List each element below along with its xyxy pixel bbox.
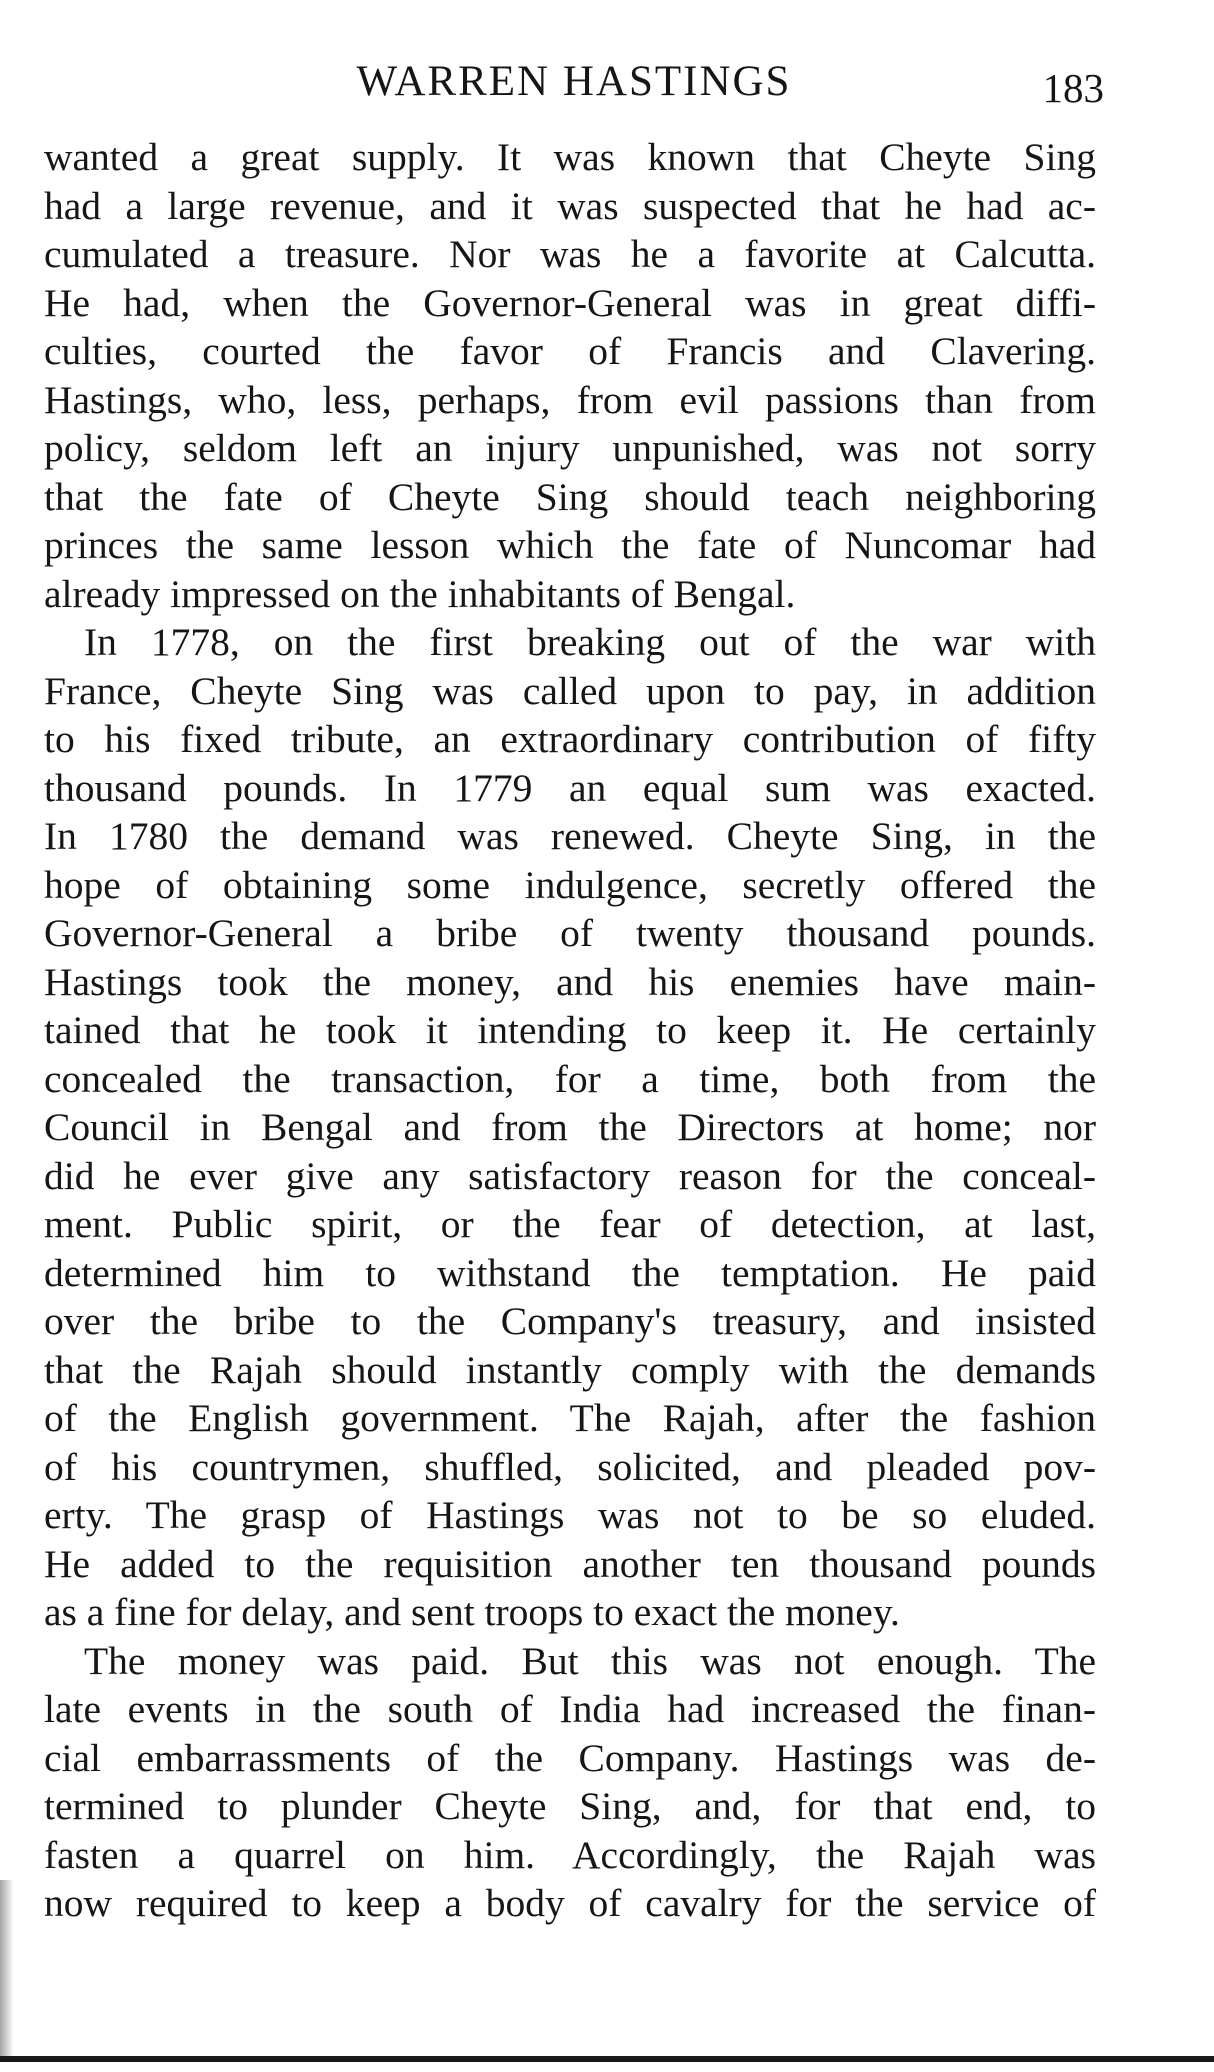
text-line: over the bribe to the Company's treasury, and insisted: [44, 1299, 1096, 1343]
text-line: erty. The grasp of Hastings was not to be so eluded.: [44, 1493, 1096, 1537]
text-line: late events in the south of India had increased the finan-: [44, 1687, 1096, 1731]
text-line: of the English government. The Rajah, after the fashion: [44, 1396, 1096, 1440]
text-line: to his fixed tribute, an extraordinary contribution of fifty: [44, 717, 1096, 761]
text-line: thousand pounds. In 1779 an equal sum was exacted.: [44, 765, 1096, 810]
text-line: wanted a great supply. It was known that Cheyte Sing: [44, 135, 1096, 179]
text-line: Hastings, who, less, perhaps, from evil passions than from: [44, 377, 1096, 422]
text-line: that the fate of Cheyte Sing should teach neighboring: [44, 474, 1096, 519]
running-head: [44, 52, 1104, 112]
text-line: ment. Public spirit, or the fear of detection, at last,: [44, 1202, 1096, 1246]
text-line: cumulated a treasure. Nor was he a favorite at Calcutta.: [44, 232, 1096, 276]
text-line: already impressed on the inhabitants of Bengal.: [44, 571, 796, 616]
text-line: In 1780 the demand was renewed. Cheyte Sing, in the: [44, 814, 1096, 858]
text-line: hope of obtaining some indulgence, secretly offered the: [44, 862, 1096, 907]
page-edge-shadow: [0, 1880, 14, 2056]
running-title: WARREN HASTINGS: [356, 58, 792, 105]
text-line: that the Rajah should instantly comply with the demands: [44, 1347, 1096, 1392]
text-line: cial embarrassments of the Company. Hastings was de-: [44, 1735, 1096, 1780]
text-line: Council in Bengal and from the Directors at home; nor: [44, 1105, 1096, 1149]
page-number: 183: [1042, 65, 1104, 111]
text-line: policy, seldom left an injury unpunished, was not sorry: [44, 426, 1096, 470]
text-line: He had, when the Governor-General was in great diffi-: [44, 280, 1096, 325]
text-line: He added to the requisition another ten thousand pounds: [44, 1541, 1096, 1586]
text-line: as a fine for delay, and sent troops to exact the money.: [44, 1590, 900, 1634]
text-line: In 1778, on the first breaking out of the war with: [84, 620, 1096, 664]
text-line: fasten a quarrel on him. Accordingly, the Rajah was: [44, 1832, 1096, 1877]
text-line: now required to keep a body of cavalry for the service of: [44, 1881, 1096, 1925]
text-line: Governor-General a bribe of twenty thousand pounds.: [44, 911, 1096, 955]
text-line: France, Cheyte Sing was called upon to pay, in addition: [44, 668, 1096, 713]
page-bottom-rule: [0, 2056, 1214, 2062]
text-line: culties, courted the favor of Francis and Clavering.: [44, 329, 1096, 373]
text-line: princes the same lesson which the fate of Nuncomar had: [44, 523, 1096, 567]
text-line: Hastings took the money, and his enemies have main-: [44, 959, 1096, 1004]
text-line: The money was paid. But this was not enough. The: [84, 1638, 1096, 1683]
body-text: [44, 133, 1096, 1928]
text-line: of his countrymen, shuffled, solicited, and pleaded pov-: [44, 1444, 1096, 1489]
text-line: determined him to withstand the temptation. He paid: [44, 1250, 1096, 1295]
text-line: tained that he took it intending to keep it. He certainly: [44, 1008, 1096, 1052]
text-line: did he ever give any satisfactory reason for the conceal-: [44, 1153, 1096, 1198]
text-line: had a large revenue, and it was suspected that he had ac-: [44, 183, 1096, 228]
text-line: termined to plunder Cheyte Sing, and, for that end, to: [44, 1784, 1096, 1828]
text-line: concealed the transaction, for a time, both from the: [44, 1056, 1096, 1101]
